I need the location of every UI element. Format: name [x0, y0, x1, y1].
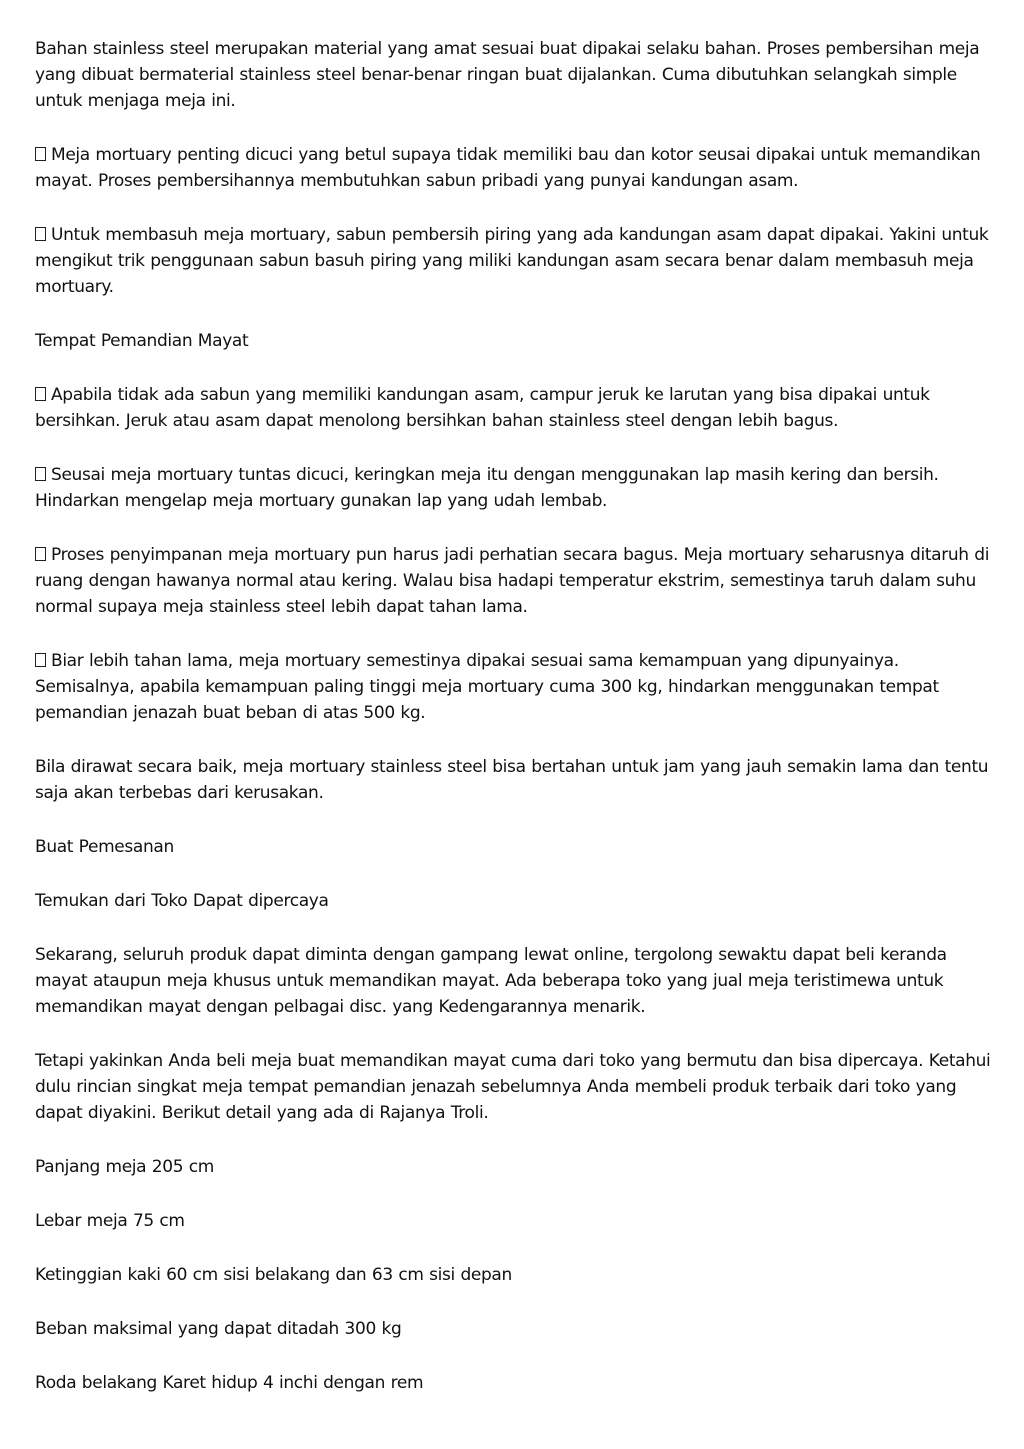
bullet-box-icon [35, 387, 46, 401]
spec-text: Ketinggian kaki 60 cm sisi belakang dan 63 cm sisi depan [35, 1265, 512, 1285]
paragraph [35, 1048, 995, 1126]
bullet-paragraph [35, 542, 995, 620]
spec-item [35, 1154, 995, 1180]
paragraph-text: Untuk membasuh meja mortuary, sabun pembersih piring yang ada kandungan asam dapat dipakai. Yakini untuk mengikut trik penggunaan sabun basuh piring yang miliki kandungan asam secara benar dalam membasuh meja mortuary. [35, 225, 989, 297]
heading-text: Buat Pemesanan [35, 837, 174, 857]
paragraph-text: Meja mortuary penting dicuci yang betul supaya tidak memiliki bau dan kotor seusai dipakai untuk memandikan mayat. Proses pembersihannya membutuhkan sabun pribadi yang punyai kandungan asam. [35, 145, 981, 191]
spec-item [35, 1316, 995, 1342]
bullet-paragraph [35, 142, 995, 194]
spec-item [35, 1208, 995, 1234]
paragraph-intro [35, 36, 995, 114]
bullet-box-icon [35, 547, 46, 561]
section-heading [35, 834, 995, 860]
paragraph-text: Apabila tidak ada sabun yang memiliki kandungan asam, campur jeruk ke larutan yang bisa dipakai untuk bersihkan. Jeruk atau asam dapat menolong bersihkan bahan stainless steel dengan lebih bagus. [35, 385, 930, 431]
paragraph-text: Proses penyimpanan meja mortuary pun harus jadi perhatian secara bagus. Meja mortuary seharusnya ditaruh di ruang dengan hawanya normal atau kering. Walau bisa hadapi temperatur ekstrim, semestinya taruh dalam suhu normal supaya meja stainless steel lebih dapat tahan lama. [35, 545, 990, 617]
paragraph-text: Bila dirawat secara baik, meja mortuary stainless steel bisa bertahan untuk jam yang jauh semakin lama dan tentu saja akan terbebas dari kerusakan. [35, 757, 989, 803]
section-heading [35, 328, 995, 354]
bullet-paragraph [35, 648, 995, 726]
spec-text: Roda belakang Karet hidup 4 inchi dengan rem [35, 1373, 424, 1393]
paragraph-text: Sekarang, seluruh produk dapat diminta dengan gampang lewat online, tergolong sewaktu dapat beli keranda mayat ataupun meja khusus untuk memandikan mayat. Ada beberapa toko yang jual meja teristimewa untuk memandikan mayat dengan pelbagai disc. yang Kedengarannya menarik. [35, 945, 947, 1017]
spec-text: Beban maksimal yang dapat ditadah 300 kg [35, 1319, 402, 1339]
spec-text: Panjang meja 205 cm [35, 1157, 214, 1177]
paragraph-text: Biar lebih tahan lama, meja mortuary semestinya dipakai sesuai sama kemampuan yang dipunyainya. Semisalnya, apabila kemampuan paling tinggi meja mortuary cuma 300 kg, hindarkan menggunakan tempat pemandian jenazah buat beban di atas 500 kg. [35, 651, 939, 723]
bullet-box-icon [35, 147, 46, 161]
paragraph [35, 942, 995, 1020]
heading-text: Temukan dari Toko Dapat dipercaya [35, 891, 329, 911]
paragraph-text: Seusai meja mortuary tuntas dicuci, keringkan meja itu dengan menggunakan lap masih kering dan bersih. Hindarkan mengelap meja mortuary gunakan lap yang udah lembab. [35, 465, 939, 511]
bullet-box-icon [35, 227, 46, 241]
paragraph-text: Bahan stainless steel merupakan material yang amat sesuai buat dipakai selaku bahan. Proses pembersihan meja yang dibuat bermaterial stainless steel benar-benar ringan buat dijalankan. Cuma dibutuhkan selangkah simple untuk menjaga meja ini. [35, 39, 980, 111]
spec-text: Lebar meja 75 cm [35, 1211, 185, 1231]
heading-text: Tempat Pemandian Mayat [35, 331, 249, 351]
bullet-box-icon [35, 467, 46, 481]
bullet-paragraph [35, 462, 995, 514]
spec-item [35, 1262, 995, 1288]
paragraph-text: Tetapi yakinkan Anda beli meja buat memandikan mayat cuma dari toko yang bermutu dan bisa dipercaya. Ketahui dulu rincian singkat meja tempat pemandian jenazah sebelumnya Anda membeli produk terbaik dari toko yang dapat diyakini. Berikut detail yang ada di Rajanya Troli. [35, 1051, 991, 1123]
spec-item [35, 1370, 995, 1396]
bullet-box-icon [35, 653, 46, 667]
bullet-paragraph [35, 222, 995, 300]
document-body [35, 36, 995, 1424]
paragraph [35, 754, 995, 806]
section-heading [35, 888, 995, 914]
bullet-paragraph [35, 382, 995, 434]
